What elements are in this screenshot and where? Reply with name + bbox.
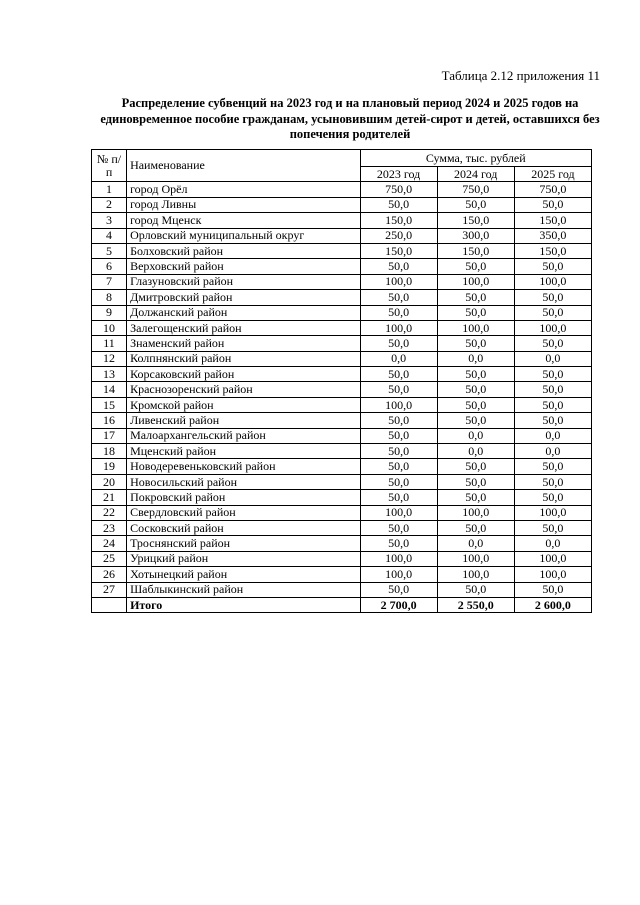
- row-number: 14: [92, 382, 127, 397]
- row-2024: 50,0: [437, 382, 514, 397]
- row-2025: 50,0: [514, 520, 591, 535]
- row-number: 1: [92, 182, 127, 197]
- row-name: Новодеревеньковский район: [127, 459, 360, 474]
- table-row: [92, 290, 592, 305]
- row-2024: 50,0: [437, 197, 514, 212]
- row-number: 3: [92, 213, 127, 228]
- row-name: Орловский муниципальный округ: [127, 228, 360, 243]
- table-row: [92, 428, 592, 443]
- row-2023: 50,0: [360, 490, 437, 505]
- table-row: [92, 413, 592, 428]
- row-name: Болховский район: [127, 243, 360, 258]
- table-row: [92, 397, 592, 412]
- row-2024: 100,0: [437, 551, 514, 566]
- row-2025: 150,0: [514, 213, 591, 228]
- table-row: [92, 382, 592, 397]
- row-2025: 100,0: [514, 505, 591, 520]
- row-2025: 50,0: [514, 197, 591, 212]
- table-row: [92, 459, 592, 474]
- table-row: [92, 551, 592, 566]
- row-2025: 50,0: [514, 367, 591, 382]
- table-total-row: [92, 597, 592, 612]
- row-number: 26: [92, 567, 127, 582]
- row-number: 15: [92, 397, 127, 412]
- row-2025: 50,0: [514, 397, 591, 412]
- row-number: 18: [92, 444, 127, 459]
- row-2024: 50,0: [437, 305, 514, 320]
- row-2024: 750,0: [437, 182, 514, 197]
- row-number: 2: [92, 197, 127, 212]
- row-2023: 50,0: [360, 259, 437, 274]
- row-2024: 150,0: [437, 213, 514, 228]
- row-2025: 750,0: [514, 182, 591, 197]
- row-2023: 50,0: [360, 290, 437, 305]
- row-2024: 50,0: [437, 582, 514, 597]
- table-row: [92, 490, 592, 505]
- row-2023: 150,0: [360, 213, 437, 228]
- table-row: [92, 228, 592, 243]
- table-row: [92, 320, 592, 335]
- row-number: 10: [92, 320, 127, 335]
- row-2025: 50,0: [514, 259, 591, 274]
- row-number: 13: [92, 367, 127, 382]
- row-name: Малоархангельский район: [127, 428, 360, 443]
- row-2023: 50,0: [360, 367, 437, 382]
- table-row: [92, 351, 592, 366]
- table-row: [92, 243, 592, 258]
- row-2023: 100,0: [360, 397, 437, 412]
- row-name: Шаблыкинский район: [127, 582, 360, 597]
- table-row: [92, 305, 592, 320]
- row-2024: 100,0: [437, 274, 514, 289]
- table-row: [92, 367, 592, 382]
- row-2025: 50,0: [514, 582, 591, 597]
- row-name: Ливенский район: [127, 413, 360, 428]
- row-2023: 100,0: [360, 551, 437, 566]
- row-name: Глазуновский район: [127, 274, 360, 289]
- row-2023: 50,0: [360, 305, 437, 320]
- row-number: 22: [92, 505, 127, 520]
- row-name: Новосильский район: [127, 474, 360, 489]
- row-2025: 150,0: [514, 243, 591, 258]
- header-year-2023: 2023 год: [360, 167, 437, 182]
- row-name: город Ливны: [127, 197, 360, 212]
- row-2023: 100,0: [360, 320, 437, 335]
- table-row: [92, 505, 592, 520]
- annex-label: Таблица 2.12 приложения 11: [441, 68, 600, 83]
- header-year-2025: 2025 год: [514, 167, 591, 182]
- row-2025: 100,0: [514, 567, 591, 582]
- row-2024: 150,0: [437, 243, 514, 258]
- row-2024: 0,0: [437, 444, 514, 459]
- row-2024: 50,0: [437, 397, 514, 412]
- row-2024: 50,0: [437, 290, 514, 305]
- row-name: Урицкий район: [127, 551, 360, 566]
- row-2023: 50,0: [360, 197, 437, 212]
- row-2023: 750,0: [360, 182, 437, 197]
- row-2023: 250,0: [360, 228, 437, 243]
- row-2024: 50,0: [437, 490, 514, 505]
- row-name: Хотынецкий район: [127, 567, 360, 582]
- row-number: 9: [92, 305, 127, 320]
- table-row: [92, 182, 592, 197]
- header-name: Наименование: [127, 150, 360, 182]
- row-2024: 100,0: [437, 505, 514, 520]
- row-name: Покровский район: [127, 490, 360, 505]
- row-2024: 0,0: [437, 428, 514, 443]
- row-2025: 50,0: [514, 336, 591, 351]
- row-name: Залегощенский район: [127, 320, 360, 335]
- row-2024: 50,0: [437, 259, 514, 274]
- table-row: [92, 582, 592, 597]
- row-number: 4: [92, 228, 127, 243]
- table-row: [92, 567, 592, 582]
- table-body: [92, 182, 592, 598]
- row-2023: 50,0: [360, 536, 437, 551]
- row-2025: 50,0: [514, 305, 591, 320]
- row-number: 21: [92, 490, 127, 505]
- row-2024: 50,0: [437, 367, 514, 382]
- row-2024: 50,0: [437, 336, 514, 351]
- table-row: [92, 259, 592, 274]
- table-row: [92, 336, 592, 351]
- row-2025: 50,0: [514, 474, 591, 489]
- row-name: Знаменский район: [127, 336, 360, 351]
- row-number: 11: [92, 336, 127, 351]
- row-2023: 150,0: [360, 243, 437, 258]
- table-row: [92, 213, 592, 228]
- header-number: № п/п: [92, 150, 127, 182]
- row-number: 16: [92, 413, 127, 428]
- row-number: 25: [92, 551, 127, 566]
- row-2024: 50,0: [437, 474, 514, 489]
- row-number: 5: [92, 243, 127, 258]
- table-row: [92, 274, 592, 289]
- row-number: 27: [92, 582, 127, 597]
- row-name: Сосковский район: [127, 520, 360, 535]
- row-2023: 100,0: [360, 567, 437, 582]
- row-number: 24: [92, 536, 127, 551]
- table-row: [92, 197, 592, 212]
- row-number: 6: [92, 259, 127, 274]
- row-number: 7: [92, 274, 127, 289]
- table-row: [92, 536, 592, 551]
- row-2024: 0,0: [437, 351, 514, 366]
- row-2025: 50,0: [514, 382, 591, 397]
- row-name: Верховский район: [127, 259, 360, 274]
- row-2024: 50,0: [437, 520, 514, 535]
- document-title: Распределение субвенций на 2023 год и на плановый период 2024 и 2025 годов на единовременное пособие гражданам, усыновившим детей-сирот и детей, оставшихся без попечения родителей: [100, 96, 600, 141]
- row-2023: 50,0: [360, 520, 437, 535]
- row-2024: 100,0: [437, 567, 514, 582]
- row-2023: 50,0: [360, 413, 437, 428]
- row-2023: 100,0: [360, 505, 437, 520]
- table-row: [92, 474, 592, 489]
- row-2025: 100,0: [514, 320, 591, 335]
- table-row: [92, 444, 592, 459]
- row-2023: 50,0: [360, 382, 437, 397]
- total-2023: 2 700,0: [360, 597, 437, 612]
- row-number: 8: [92, 290, 127, 305]
- row-number: 20: [92, 474, 127, 489]
- row-name: Дмитровский район: [127, 290, 360, 305]
- row-2024: 50,0: [437, 459, 514, 474]
- row-2025: 50,0: [514, 413, 591, 428]
- row-2023: 50,0: [360, 459, 437, 474]
- row-2023: 50,0: [360, 582, 437, 597]
- row-number: 23: [92, 520, 127, 535]
- row-2025: 0,0: [514, 536, 591, 551]
- row-2025: 0,0: [514, 444, 591, 459]
- table-header-row: [92, 150, 592, 167]
- row-2023: 50,0: [360, 474, 437, 489]
- subvention-table: [91, 149, 592, 613]
- row-2025: 50,0: [514, 290, 591, 305]
- row-2025: 100,0: [514, 274, 591, 289]
- row-2025: 50,0: [514, 490, 591, 505]
- row-name: Колпнянский район: [127, 351, 360, 366]
- row-2025: 350,0: [514, 228, 591, 243]
- row-2025: 100,0: [514, 551, 591, 566]
- row-name: Мценский район: [127, 444, 360, 459]
- row-2024: 0,0: [437, 536, 514, 551]
- row-2023: 50,0: [360, 428, 437, 443]
- total-label: Итого: [127, 597, 360, 612]
- total-2025: 2 600,0: [514, 597, 591, 612]
- total-2024: 2 550,0: [437, 597, 514, 612]
- row-2023: 100,0: [360, 274, 437, 289]
- row-name: Троснянский район: [127, 536, 360, 551]
- row-name: Краснозоренский район: [127, 382, 360, 397]
- row-name: Корсаковский район: [127, 367, 360, 382]
- row-number: 12: [92, 351, 127, 366]
- row-2023: 50,0: [360, 444, 437, 459]
- row-2024: 300,0: [437, 228, 514, 243]
- row-2025: 0,0: [514, 351, 591, 366]
- row-number: 17: [92, 428, 127, 443]
- header-year-2024: 2024 год: [437, 167, 514, 182]
- row-2023: 50,0: [360, 336, 437, 351]
- table-row: [92, 520, 592, 535]
- row-2024: 100,0: [437, 320, 514, 335]
- row-name: Свердловский район: [127, 505, 360, 520]
- row-2024: 50,0: [437, 413, 514, 428]
- row-name: город Орёл: [127, 182, 360, 197]
- total-number-cell: [92, 597, 127, 612]
- row-number: 19: [92, 459, 127, 474]
- row-name: Кромской район: [127, 397, 360, 412]
- row-2025: 0,0: [514, 428, 591, 443]
- row-name: Должанский район: [127, 305, 360, 320]
- header-sum: Сумма, тыс. рублей: [360, 150, 591, 167]
- row-2023: 0,0: [360, 351, 437, 366]
- row-name: город Мценск: [127, 213, 360, 228]
- row-2025: 50,0: [514, 459, 591, 474]
